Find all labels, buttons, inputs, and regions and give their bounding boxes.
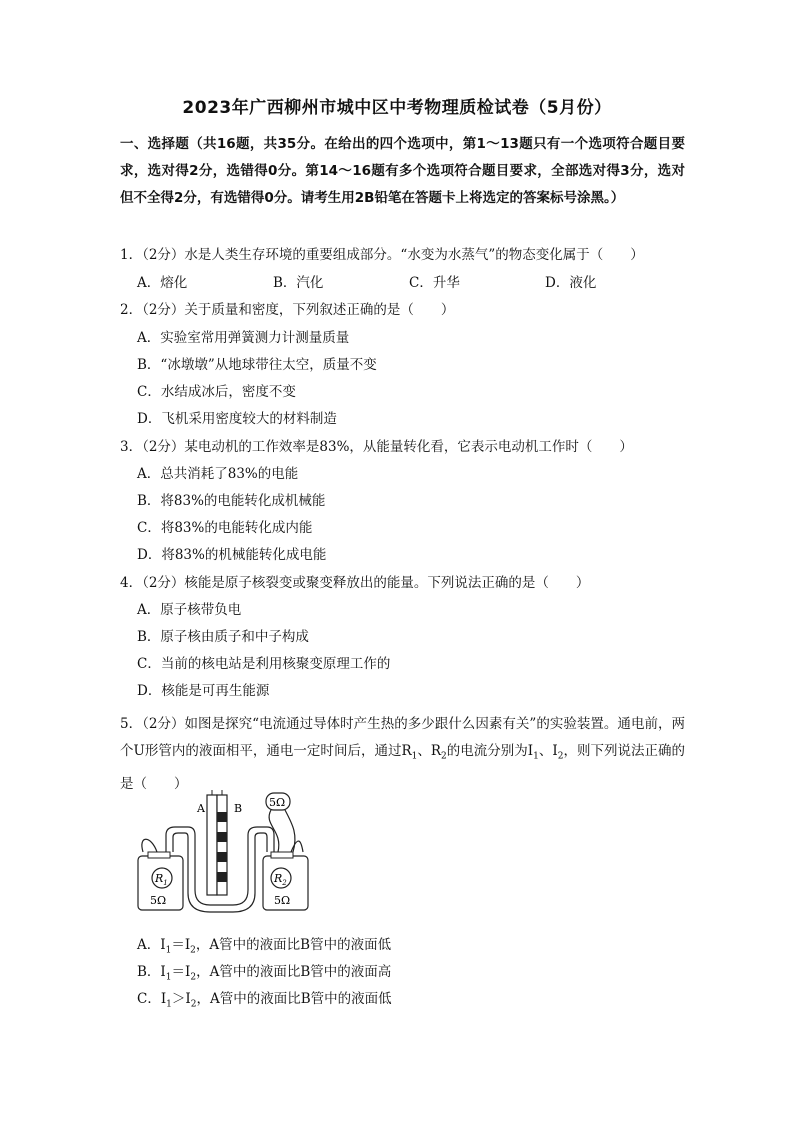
q2-option-d[interactable]: D．飞机采用密度较大的材料制造 [137, 411, 337, 427]
experiment-apparatus-figure [133, 790, 313, 915]
tube-a [207, 795, 217, 895]
question-4-stem: 4．（2分）核能是原子核裂变或聚变释放出的能量。下列说法正确的是（ ） [120, 575, 590, 591]
label-left-resistance: 5Ω [150, 894, 167, 907]
q5-option-b[interactable]: B．$I_1=I_2$，A管中的液面比B管中的液面高 [137, 964, 392, 983]
section-instructions: 一、选择题（共16题，共35分。在给出的四个选项中，第1～13题只有一个选项符合题目要求，选对得2分，选错得0分。第14～16题有多个选项符合题目要求，全部选对得3分，选对但不全得2分，有选错得0分。请考生用2B铅笔在答题卡上将选定的答案标号涂黑。） [120, 136, 685, 206]
right-container-stopper [271, 852, 293, 858]
q4-option-d[interactable]: D．核能是可再生能源 [137, 683, 270, 699]
question-1-stem: 1．（2分）水是人类生存环境的重要组成部分。“水变为水蒸气”的物态变化属于（ ） [120, 247, 644, 263]
q1-option-d[interactable]: D．液化 [545, 275, 597, 291]
label-r2: $R_2$ [274, 872, 287, 887]
q2-option-c[interactable]: C．水结成冰后，密度不变 [137, 384, 296, 400]
scale-mark [217, 832, 227, 842]
left-container-stopper [148, 852, 170, 858]
q4-option-a[interactable]: A．原子核带负电 [137, 602, 242, 618]
q3-option-b[interactable]: B．将83%的电能转化成机械能 [137, 493, 326, 509]
q1-option-a[interactable]: A．熔化 [137, 275, 188, 291]
label-a: A [197, 802, 205, 815]
q4-option-b[interactable]: B．原子核由质子和中子构成 [137, 629, 309, 645]
q3-option-d[interactable]: D．将83%的机械能转化成电能 [137, 547, 327, 563]
q1-option-b[interactable]: B．汽化 [273, 275, 324, 291]
label-b: B [234, 802, 243, 815]
question-1-options [137, 271, 681, 291]
question-5-stem: 5．（2分）如图是探究“电流通过导体时产生热的多少跟什么因素有关”的实验装置。通电前，两个U形管内的液面相平，通电一定时间后，通过$R_1$、$R_2$的电流分别为$I_1$、$I_2$，则下列说法正确的是（ ） [120, 716, 685, 792]
q2-option-a[interactable]: A．实验室常用弹簧测力计测量质量 [137, 330, 350, 346]
right-wire [291, 841, 303, 852]
label-top-resistance: 5Ω [269, 796, 286, 809]
label-right-resistance: 5Ω [274, 894, 291, 907]
q5-option-c[interactable]: C．$I_1>I_2$，A管中的液面比B管中的液面低 [137, 991, 392, 1010]
q3-option-c[interactable]: C．将83%的电能转化成内能 [137, 520, 313, 536]
scale-mark [217, 852, 227, 862]
q1-option-c[interactable]: C．升华 [409, 275, 460, 291]
question-3-stem: 3．（2分）某电动机的工作效率是83%，从能量转化看，它表示电动机工作时（ ） [120, 439, 633, 455]
q2-option-b[interactable]: B．“冰墩墩”从地球带往太空，质量不变 [137, 357, 377, 373]
scale-mark [217, 872, 227, 882]
q4-option-c[interactable]: C．当前的核电站是利用核聚变原理工作的 [137, 656, 391, 672]
label-r1: $R_1$ [155, 872, 168, 887]
exam-title: 2023年广西柳州市城中区中考物理质检试卷（5月份） [182, 98, 612, 118]
q5-option-a[interactable]: A．$I_1=I_2$，A管中的液面比B管中的液面低 [137, 937, 392, 956]
q3-option-a[interactable]: A．总共消耗了83%的电能 [137, 466, 299, 482]
left-wire [142, 839, 157, 852]
scale-mark [217, 812, 227, 822]
question-2-stem: 2．（2分）关于质量和密度，下列叙述正确的是（ ） [120, 302, 455, 318]
